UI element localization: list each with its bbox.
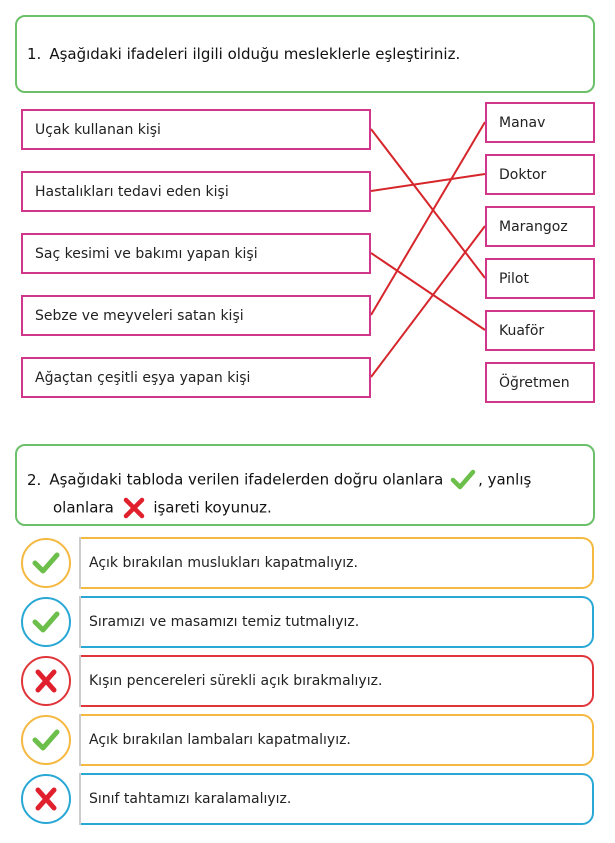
profession-box-manav[interactable] xyxy=(485,102,595,143)
profession-box-ogretmen[interactable] xyxy=(485,362,595,403)
question-instruction-part-1: Aşağıdaki tabloda verilen ifadelerden doğru olanlara xyxy=(49,470,444,489)
answer-circle[interactable] xyxy=(21,715,71,765)
question-2-line-1 xyxy=(27,469,531,491)
statement-text: Sınıf tahtamızı karalamalıyız. xyxy=(89,791,292,807)
question-number: 2. xyxy=(27,470,42,489)
question-instruction-part-2: , yanlış xyxy=(478,470,532,489)
question-instruction-part-3: olanlara xyxy=(53,498,114,517)
match-line xyxy=(371,253,485,330)
cross-icon xyxy=(32,787,60,811)
description-box[interactable] xyxy=(21,357,371,398)
statement-text: Açık bırakılan muslukları kapatmalıyız. xyxy=(89,555,358,571)
cross-icon xyxy=(32,669,60,693)
answer-circle[interactable] xyxy=(21,656,71,706)
statement-box xyxy=(79,714,594,766)
profession-box-kuafor[interactable] xyxy=(485,310,595,351)
match-line xyxy=(371,226,485,377)
profession-text: Doktor xyxy=(499,167,547,183)
statement-box xyxy=(79,655,594,707)
description-text: Hastalıkları tedavi eden kişi xyxy=(35,184,229,200)
description-box[interactable] xyxy=(21,295,371,336)
statement-text: Sıramızı ve masamızı temiz tutmalıyız. xyxy=(89,614,360,630)
profession-text: Manav xyxy=(499,115,546,131)
profession-box-pilot[interactable] xyxy=(485,258,595,299)
profession-text: Öğretmen xyxy=(499,375,570,391)
profession-text: Kuaför xyxy=(499,323,545,339)
match-line xyxy=(371,174,485,191)
description-text: Sebze ve meyveleri satan kişi xyxy=(35,308,244,324)
question-number: 1. xyxy=(27,45,42,63)
profession-box-marangoz[interactable] xyxy=(485,206,595,247)
profession-text: Pilot xyxy=(499,271,529,287)
statement-text: Açık bırakılan lambaları kapatmalıyız. xyxy=(89,732,351,748)
profession-text: Marangoz xyxy=(499,219,568,235)
statement-box xyxy=(79,596,594,648)
description-text: Ağaçtan çeşitli eşya yapan kişi xyxy=(35,370,251,386)
question-instruction-part-4: işareti koyunuz. xyxy=(153,498,272,517)
statement-box xyxy=(79,773,594,825)
check-icon xyxy=(450,469,476,491)
description-box[interactable] xyxy=(21,171,371,212)
answer-circle[interactable] xyxy=(21,597,71,647)
description-text: Saç kesimi ve bakımı yapan kişi xyxy=(35,246,258,262)
description-box[interactable] xyxy=(21,233,371,274)
statement-box xyxy=(79,537,594,589)
answer-circle[interactable] xyxy=(21,538,71,588)
question-2-box xyxy=(15,444,595,526)
description-text: Uçak kullanan kişi xyxy=(35,122,161,138)
profession-box-doktor[interactable] xyxy=(485,154,595,195)
check-icon xyxy=(32,610,60,634)
check-icon xyxy=(32,728,60,752)
cross-icon xyxy=(121,497,147,519)
question-2-line-2 xyxy=(53,497,272,519)
statement-text: Kışın pencereleri sürekli açık bırakmalıyız. xyxy=(89,673,383,689)
description-box[interactable] xyxy=(21,109,371,150)
question-instruction: Aşağıdaki ifadeleri ilgili olduğu mesleklerle eşleştiriniz. xyxy=(49,45,461,63)
check-icon xyxy=(32,551,60,575)
answer-circle[interactable] xyxy=(21,774,71,824)
